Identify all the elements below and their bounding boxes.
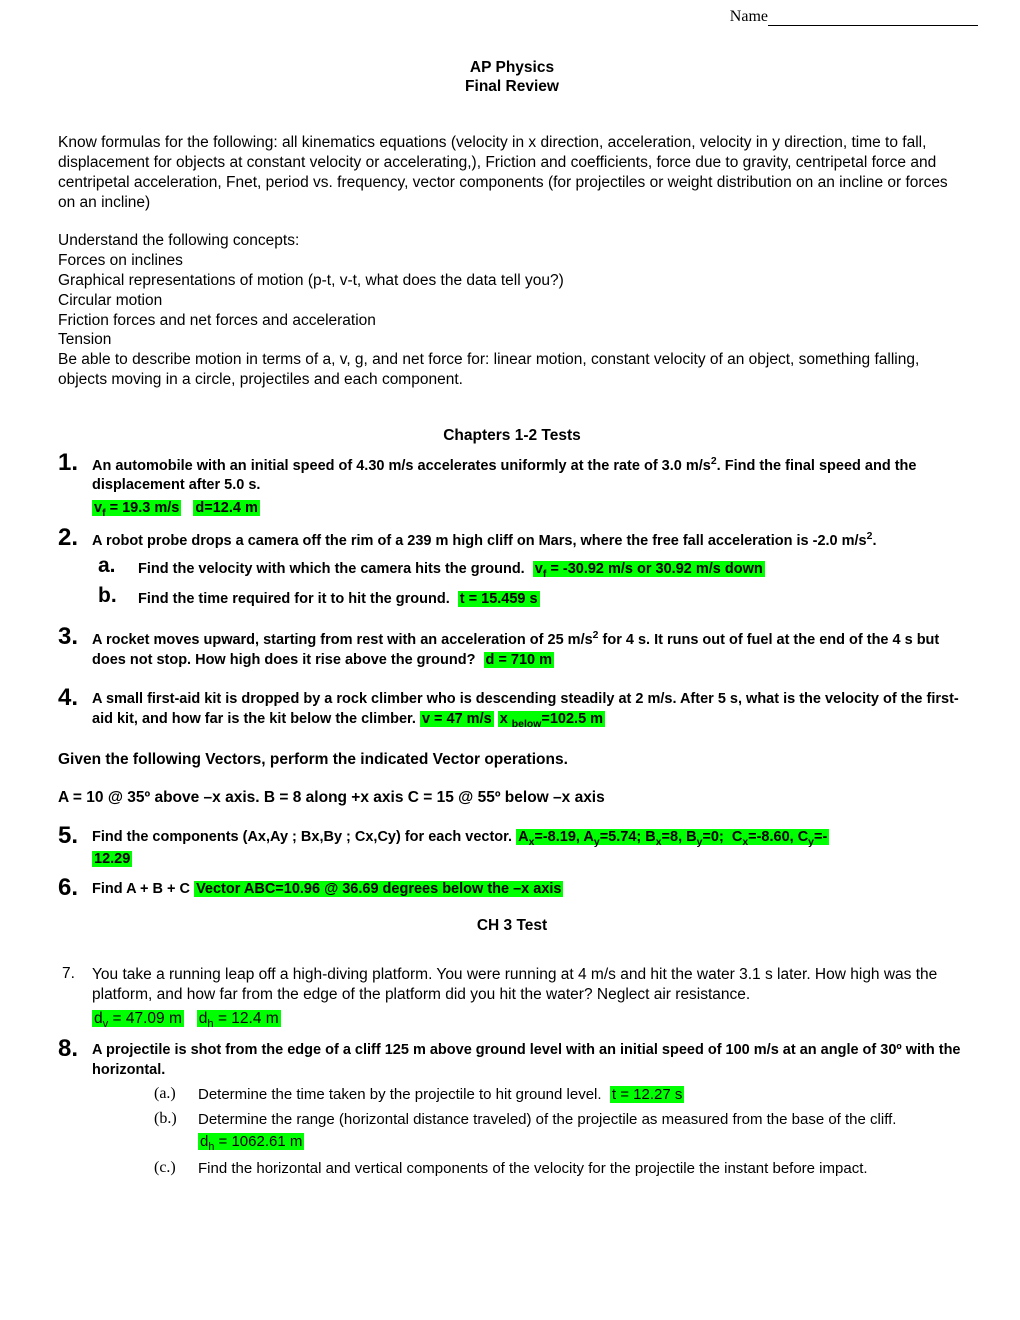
problem-2a-body — [138, 560, 966, 582]
problem-5-body — [92, 828, 966, 870]
problem-5-text: Find the components (Ax,Ay ; Bx,By ; Cx,Cy) for each vector. — [92, 829, 513, 846]
vectors-intro: Given the following Vectors, perform the indicated Vector operations. — [58, 750, 568, 768]
problem-2-text-a: A robot probe drops a camera off the rim of a 239 m high cliff on Mars, where the free fall acceleration is -2.0 m/s — [92, 533, 867, 550]
problem-6-number: 6. — [58, 873, 79, 901]
problem-8a-body — [198, 1085, 966, 1105]
problem-2a-text: Find the velocity with which the camera hits the ground. — [138, 560, 525, 577]
section-heading-ch3: CH 3 Test — [476, 917, 548, 935]
answer-vf-value: = -30.92 m/s or 30.92 m/s down — [546, 560, 763, 577]
answer-dv-prefix: d — [94, 1009, 103, 1027]
closing-paragraph: Be able to describe motion in terms of a, v, g, and net force for: linear motion, constant velocity of an object, something falling, objects moving in a circle, projectiles and each component. — [58, 351, 920, 389]
problem-3-body — [92, 629, 966, 670]
problem-3-exponent: 2 — [592, 630, 599, 642]
problem-5-answer-cont: 12.29 — [94, 851, 131, 868]
problem-4-answer-x — [498, 710, 605, 730]
problem-7-answer-dh — [197, 1009, 281, 1030]
answer-vf-prefix: v — [94, 499, 103, 516]
problem-2a-letter: a. — [98, 553, 116, 577]
problem-1 — [58, 448, 966, 521]
concept-item: Graphical representations of motion (p-t, v-t, what does the data tell you?) — [58, 271, 564, 289]
vectors-given: A = 10 @ 35º above –x axis. B = 8 along +x axis C = 15 @ 55º below –x axis — [58, 789, 605, 807]
problem-8-body — [92, 1041, 966, 1080]
answer-x-subscript: below — [511, 718, 542, 730]
problem-8c-letter: (c.) — [154, 1159, 176, 1177]
concepts-block — [58, 231, 966, 350]
concept-item: Forces on inclines — [58, 252, 183, 270]
problem-5-number: 5. — [58, 822, 79, 850]
problem-8a-answer: t = 12.27 s — [611, 1086, 683, 1104]
problem-6-answer: Vector ABC=10.96 @ 36.69 degrees below the –x axis — [196, 880, 562, 897]
problem-1-text-b: . Find the final speed and the displacement after 5.0 s. — [92, 457, 917, 493]
section-heading-chapters-1-2: Chapters 1-2 Tests — [443, 426, 581, 444]
document-title — [58, 58, 966, 97]
problem-7-answers — [92, 1009, 966, 1032]
problem-1-answer-vf — [92, 499, 181, 519]
problem-5-answer: $A_x=-8.19$, $A_y=5.74$; $B_x=8$, $B_y=0$; $C_x=-8.60$, $C_y=-$ — [518, 829, 828, 849]
problem-1-answer-d: d=12.4 m — [195, 499, 258, 516]
problem-2b-body — [138, 590, 966, 610]
answer-dh-subscript: h — [207, 1017, 214, 1030]
problem-1-number: 1. — [58, 448, 79, 476]
answer-vf-prefix: v — [534, 560, 543, 577]
concept-item: Friction forces and net forces and acceleration — [58, 311, 376, 329]
answer-dh-subscript: h — [208, 1141, 215, 1154]
problem-5 — [58, 822, 966, 870]
problem-7-answer-dv — [92, 1009, 184, 1030]
problem-3-text-b: for 4 s. It runs out of fuel at the end of the 4 s but does not stop. How high does it rise above the ground? — [92, 632, 940, 668]
problem-8-text: A projectile is shot from the edge of a cliff 125 m above ground level with an initial speed of 100 m/s at an angle of 30º with the horizontal. — [92, 1042, 961, 1078]
problem-8b-text: Determine the range (horizontal distance traveled) of the projectile as measured from the base of the cliff. — [198, 1110, 897, 1128]
answer-dh-value: = 12.4 m — [213, 1009, 279, 1027]
problem-3-answer: d = 710 m — [485, 651, 553, 668]
title-line-2: Final Review — [465, 78, 559, 96]
concept-item: Circular motion — [58, 291, 163, 309]
problem-2-text-b: . — [872, 533, 877, 550]
problem-2a-answer — [533, 560, 765, 580]
problem-2b — [92, 583, 966, 610]
problem-4-number: 4. — [58, 684, 79, 712]
problem-8b-answer — [198, 1133, 304, 1154]
name-label: Name — [729, 8, 768, 25]
answer-vf-subscript: f — [542, 568, 547, 580]
problem-3-text-a: A rocket moves upward, starting from rest with an acceleration of 25 m/s — [92, 632, 593, 649]
problem-8-number: 8. — [58, 1035, 79, 1063]
answer-vf-subscript: f — [102, 507, 106, 519]
problem-7-number: 7. — [62, 965, 75, 983]
concept-item: Tension — [58, 331, 112, 349]
problem-7 — [58, 965, 966, 1031]
problem-1-exponent: 2 — [710, 455, 717, 467]
problem-4-body — [92, 690, 966, 732]
problem-3-number: 3. — [58, 623, 79, 651]
problem-6 — [58, 873, 966, 901]
title-line-1: AP Physics — [469, 59, 555, 76]
name-field-line — [730, 8, 978, 26]
problem-6-text: Find A + B + C — [92, 880, 191, 897]
problem-8b-letter: (b.) — [154, 1109, 177, 1127]
problem-7-body — [92, 965, 966, 1031]
problem-8c-body: Find the horizontal and vertical components of the velocity for the projectile the instant before impact. — [198, 1160, 868, 1178]
problem-2b-answer: t = 15.459 s — [459, 590, 538, 607]
problem-8b-answer-row — [198, 1132, 966, 1154]
problem-1-body — [92, 455, 966, 521]
answer-x-prefix: x — [499, 710, 512, 727]
formulas-paragraph: Know formulas for the following: all kinematics equations (velocity in x direction, acceleration, velocity in y direction, time to fall, displacement for objects at constant velocity or accelerating,), Friction and coefficients, force due to gravity, centripetal force and centripetal acceleration, Fnet, period vs. frequency, vector components (for projectiles or weight distribution on an incline or forces on an incline) — [58, 133, 948, 212]
problem-8a-text: Determine the time taken by the projectile to hit ground level. — [198, 1086, 602, 1104]
answer-dh-value: = 1062.61 m — [214, 1133, 303, 1151]
problem-4-text: A small first-aid kit is dropped by a rock climber who is descending steadily at 2 m/s. After 5 s, what is the velocity of the first-aid kit, and how far is the kit below the climber. — [92, 691, 959, 727]
answer-dv-value: = 47.09 m — [108, 1009, 182, 1027]
problem-2a — [92, 553, 966, 582]
problem-3 — [58, 623, 966, 670]
problem-2-number: 2. — [58, 524, 79, 552]
problem-2 — [58, 524, 966, 609]
problem-2-exponent: 2 — [866, 531, 873, 543]
answer-x-value: =102.5 m — [541, 710, 604, 727]
problem-4 — [58, 684, 966, 732]
problem-8a — [92, 1085, 966, 1105]
problem-4-answer-v: v = 47 m/s — [421, 710, 492, 727]
answer-dh-prefix: d — [198, 1009, 208, 1027]
problem-6-body — [92, 880, 966, 900]
document-content — [58, 58, 966, 1179]
problem-8 — [58, 1035, 966, 1179]
problem-7-text: You take a running leap off a high-diving platform. You were running at 4 m/s and hit the water 3.1 s later. How high was the platform, and how far from the edge of the platform did you hit the water? Neglect air resistance. — [92, 966, 938, 1004]
name-blank — [768, 11, 978, 26]
problem-8c — [92, 1159, 966, 1179]
problem-8a-letter: (a.) — [154, 1085, 176, 1103]
problem-8b — [92, 1110, 966, 1155]
answer-dv-subscript: v — [102, 1017, 109, 1030]
concepts-heading: Understand the following concepts: — [58, 232, 300, 250]
problem-2b-text: Find the time required for it to hit the ground. — [138, 590, 450, 607]
problem-2b-letter: b. — [98, 583, 117, 607]
problem-8b-body — [198, 1110, 966, 1155]
answer-vf-value: = 19.3 m/s — [105, 499, 180, 516]
problem-1-text-a: An automobile with an initial speed of 4.30 m/s accelerates uniformly at the rate of 3.0 m/s — [92, 457, 711, 474]
problem-2-body — [92, 530, 966, 551]
answer-dh-prefix: d — [200, 1133, 209, 1151]
problem-1-answers — [92, 499, 966, 521]
